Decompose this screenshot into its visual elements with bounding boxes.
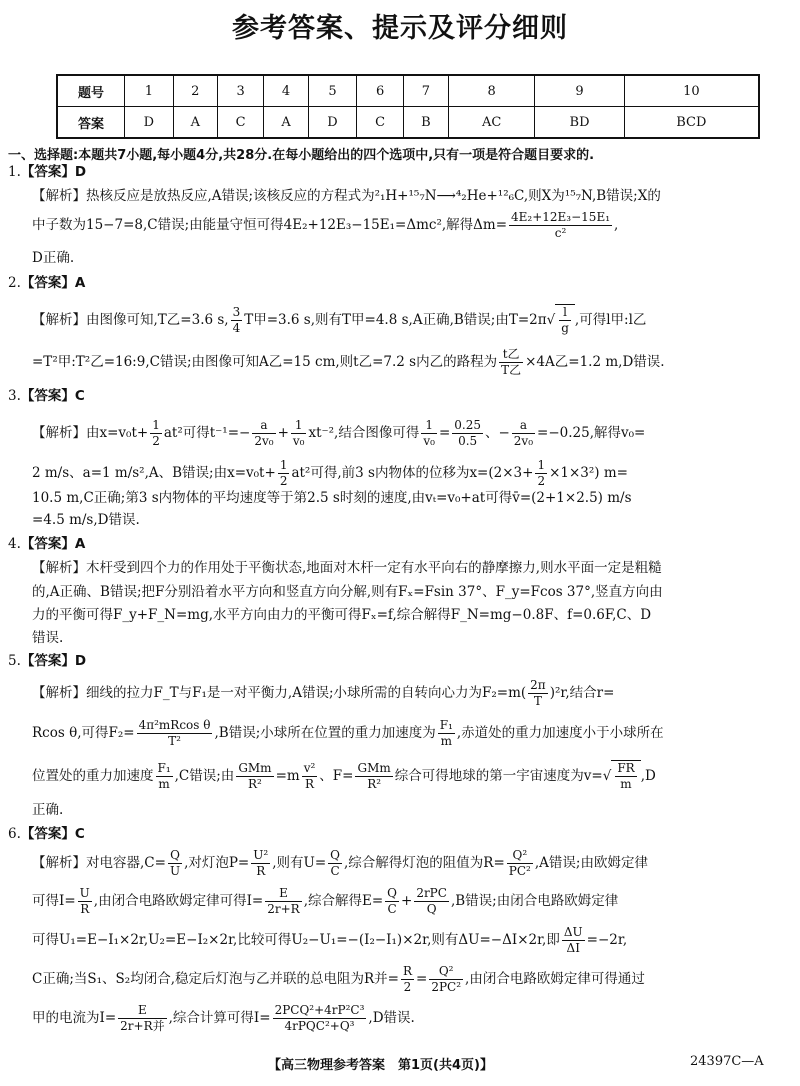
question-number-cell: 1 bbox=[125, 75, 174, 107]
question-number-cell: 4 bbox=[264, 75, 308, 107]
q6-analysis-line: 甲的电流为I= $\frac{E}{\text{2r+R并}}$ ,综合计算可得I= $\frac{\text{2PCQ²+4rP²C³}}{\text{4rPQC²+Q³}}$ ,D错误. bbox=[32, 1003, 415, 1033]
q3-analysis-line: 10.5 m,C正确;第3 s内物体的平均速度等于第2.5 s时刻的速度,由vₜ=v₀+at可得v̄=(2+1×2.5) m/s bbox=[32, 490, 632, 506]
question-number-cell: 2 bbox=[173, 75, 217, 107]
table-header-cell: 题号 bbox=[57, 75, 125, 107]
fraction: $\frac{\text{t乙}}{\text{T乙}}$ bbox=[501, 347, 522, 377]
q3-answer-line bbox=[8, 390, 85, 404]
question-number-cell: 10 bbox=[624, 75, 759, 107]
sqrt: $\frac{l}{g}$ bbox=[555, 304, 575, 336]
q2-answer: 【答案】A bbox=[20, 275, 86, 291]
q5-number: 5. bbox=[8, 653, 21, 669]
question-number-cell: 9 bbox=[535, 75, 624, 107]
fraction: $\frac{3}{4}$ bbox=[232, 305, 241, 335]
answer-cell: C bbox=[357, 107, 404, 139]
fraction: $\frac{\text{4E₂+12E₃−15E₁}}{\text{c²}}$ bbox=[511, 210, 611, 240]
section-heading: 一、选择题:本题共7小题,每小题4分,共28分.在每小题给出的四个选项中,只有一项是符合题目要求的. bbox=[8, 148, 595, 163]
answer-cell: D bbox=[125, 107, 174, 139]
answer-table-number-row bbox=[57, 75, 759, 107]
answer-cell: C bbox=[217, 107, 264, 139]
q4-analysis-line: 力的平衡可得F_y+F_N=mg,水平方向由力的平衡可得Fₓ=f,综合解得F_N=mg−0.8F、f=0.6F,C、D bbox=[32, 607, 652, 623]
q6-answer: 【答案】C bbox=[20, 826, 85, 842]
q4-analysis-line: 错误. bbox=[32, 630, 64, 646]
q1-analysis-line: D正确. bbox=[32, 250, 75, 266]
question-number-cell: 7 bbox=[403, 75, 448, 107]
q5-answer-line bbox=[8, 655, 86, 669]
q6-analysis-line: 【解析】对电容器,C= $\frac{Q}{U}$ ,对灯泡P= $\frac{\text{U²}}{R}$ ,则有U= $\frac{Q}{C}$ ,综合解得灯泡的阻值为R= $\frac{\text{Q²}}{\text{PC²}}$ ,A错误;由欧姆定律 bbox=[32, 848, 648, 878]
q2-analysis-line: =T²甲:T²乙=16:9,C错误;由图像可知A乙=15 cm,则t乙=7.2 s内乙的路程为 $\frac{\text{t乙}}{\text{T乙}}$ ×4A乙=1.2 m,D错误. bbox=[32, 347, 665, 377]
q3-analysis-line: 【解析】由x=v₀t+ $\frac{1}{2}$ at²可得t⁻¹=− $\frac{a}{\text{2v₀}}$ + $\frac{1}{\text{v₀}}$ xt⁻²,结合图像可得 $\frac{1}{\text{v₀}}$ = $\frac{0.25}{0.5}$ 、− $\frac{a}{\text{2v₀}}$ =−0.25,解得v₀= bbox=[32, 418, 646, 448]
q1-analysis-line: 中子数为15−7=8,C错误;由能量守恒可得4E₂+12E₃−15E₁=Δmc²,解得Δm= $\frac{\text{4E₂+12E₃−15E₁}}{\text{c²}}$ , bbox=[32, 210, 619, 240]
q2-analysis-line: 【解析】由图像可知,T乙=3.6 s, $\frac{3}{4}$ T甲=3.6 s,则有T甲=4.8 s,A正确,B错误;由T=2π√ $\frac{l}{g}$ ,可得l甲:l乙 bbox=[32, 305, 647, 335]
q5-analysis-line: 【解析】细线的拉力F_T与F₁是一对平衡力,A错误;小球所需的自转向心力为F₂=m( $\frac{2\pi}{T}$ )²r,结合r= bbox=[32, 678, 615, 708]
answer-cell: BCD bbox=[624, 107, 759, 139]
q3-analysis-line: 2 m/s、a=1 m/s²,A、B错误;由x=v₀t+ $\frac{1}{2}$ at²可得,前3 s内物体的位移为x=(2×3+ $\frac{1}{2}$ ×1×3²) m= bbox=[32, 458, 628, 488]
footer-page-info: 【高三物理参考答案 第1页(共4页)】 bbox=[268, 1058, 493, 1073]
footer-code: 24397C—A bbox=[690, 1054, 764, 1069]
answer-cell: A bbox=[173, 107, 217, 139]
q2-answer-line bbox=[8, 277, 85, 291]
q1-answer-line bbox=[8, 166, 86, 180]
question-number-cell: 5 bbox=[308, 75, 357, 107]
answer-table-answer-row bbox=[57, 107, 759, 139]
answer-cell: D bbox=[308, 107, 357, 139]
q4-answer: 【答案】A bbox=[20, 536, 86, 552]
answer-cell: AC bbox=[448, 107, 535, 139]
question-number-cell: 8 bbox=[448, 75, 535, 107]
q3-analysis-line: =4.5 m/s,D错误. bbox=[32, 512, 140, 528]
q4-number: 4. bbox=[8, 536, 21, 552]
q5-answer: 【答案】D bbox=[20, 653, 87, 669]
q5-analysis-line: 位置处的重力加速度 $\frac{\text{F₁}}{m}$ ,C错误;由 $\frac{\text{GMm}}{\text{R²}}$ =m $\frac{\text{v²}}{R}$ 、F= $\frac{\text{GMm}}{\text{R²}}$ 综合可得地球的第一宇宙速度为v=√ $\frac{FR}{m}$ ,D bbox=[32, 761, 656, 791]
table-header-cell: 答案 bbox=[57, 107, 125, 139]
answer-cell: BD bbox=[535, 107, 624, 139]
answer-cell: A bbox=[264, 107, 308, 139]
q6-analysis-line: 可得I= $\frac{U}{R}$ ,由闭合电路欧姆定律可得I= $\frac{E}{2r+R}$ ,综合解得E= $\frac{Q}{C}$ + $\frac{\text{2rPC}}{Q}$ ,B错误;由闭合电路欧姆定律 bbox=[32, 886, 619, 916]
q4-analysis-line: 的,A正确、B错误;把F分别沿着水平方向和竖直方向分解,则有Fₓ=Fsin 37°、F_y=Fcos 37°,竖直方向由 bbox=[32, 584, 663, 600]
q6-analysis-line: C正确;当S₁、S₂均闭合,稳定后灯泡与乙并联的总电阻为R并= $\frac{R}{2}$ = $\frac{\text{Q²}}{\text{2PC²}}$ ,由闭合电路欧姆定律可得通过 bbox=[32, 964, 645, 994]
q2-number: 2. bbox=[8, 275, 21, 291]
q1-analysis-line: 【解析】热核反应是放热反应,A错误;该核反应的方程式为²₁H+¹⁵₇N⟶⁴₂He+¹²₆C,则X为¹⁵₇N,B错误;X的 bbox=[32, 188, 661, 204]
q5-analysis-line: Rcos θ,可得F₂= $\frac{\text{4π²mRcos θ}}{\text{T²}}$ ,B错误;小球所在位置的重力加速度为 $\frac{\text{F₁}}{m}$ ,赤道处的重力加速度小于小球所在 bbox=[32, 718, 664, 748]
q5-analysis-line: 正确. bbox=[32, 802, 64, 818]
page-title: 参考答案、提示及评分细则 bbox=[232, 13, 568, 44]
question-number-cell: 3 bbox=[217, 75, 264, 107]
q4-analysis-line: 【解析】木杆受到四个力的作用处于平衡状态,地面对木杆一定有水平向右的静摩擦力,则水平面一定是粗糙 bbox=[32, 560, 662, 576]
q1-number: 1. bbox=[8, 164, 21, 180]
q3-number: 3. bbox=[8, 388, 21, 404]
q1-answer: 【答案】D bbox=[20, 164, 87, 180]
answer-cell: B bbox=[403, 107, 448, 139]
q3-answer: 【答案】C bbox=[20, 388, 85, 404]
q6-number: 6. bbox=[8, 826, 21, 842]
q6-analysis-line: 可得U₁=E−I₁×2r,U₂=E−I₂×2r,比较可得U₂−U₁=−(I₂−I₁)×2r,则有ΔU=−ΔI×2r,即 $\frac{\Delta U}{\Delta I}$ =−2r, bbox=[32, 925, 628, 955]
answer-table bbox=[56, 74, 760, 139]
q4-answer-line bbox=[8, 538, 85, 552]
question-number-cell: 6 bbox=[357, 75, 404, 107]
q6-answer-line bbox=[8, 828, 85, 842]
